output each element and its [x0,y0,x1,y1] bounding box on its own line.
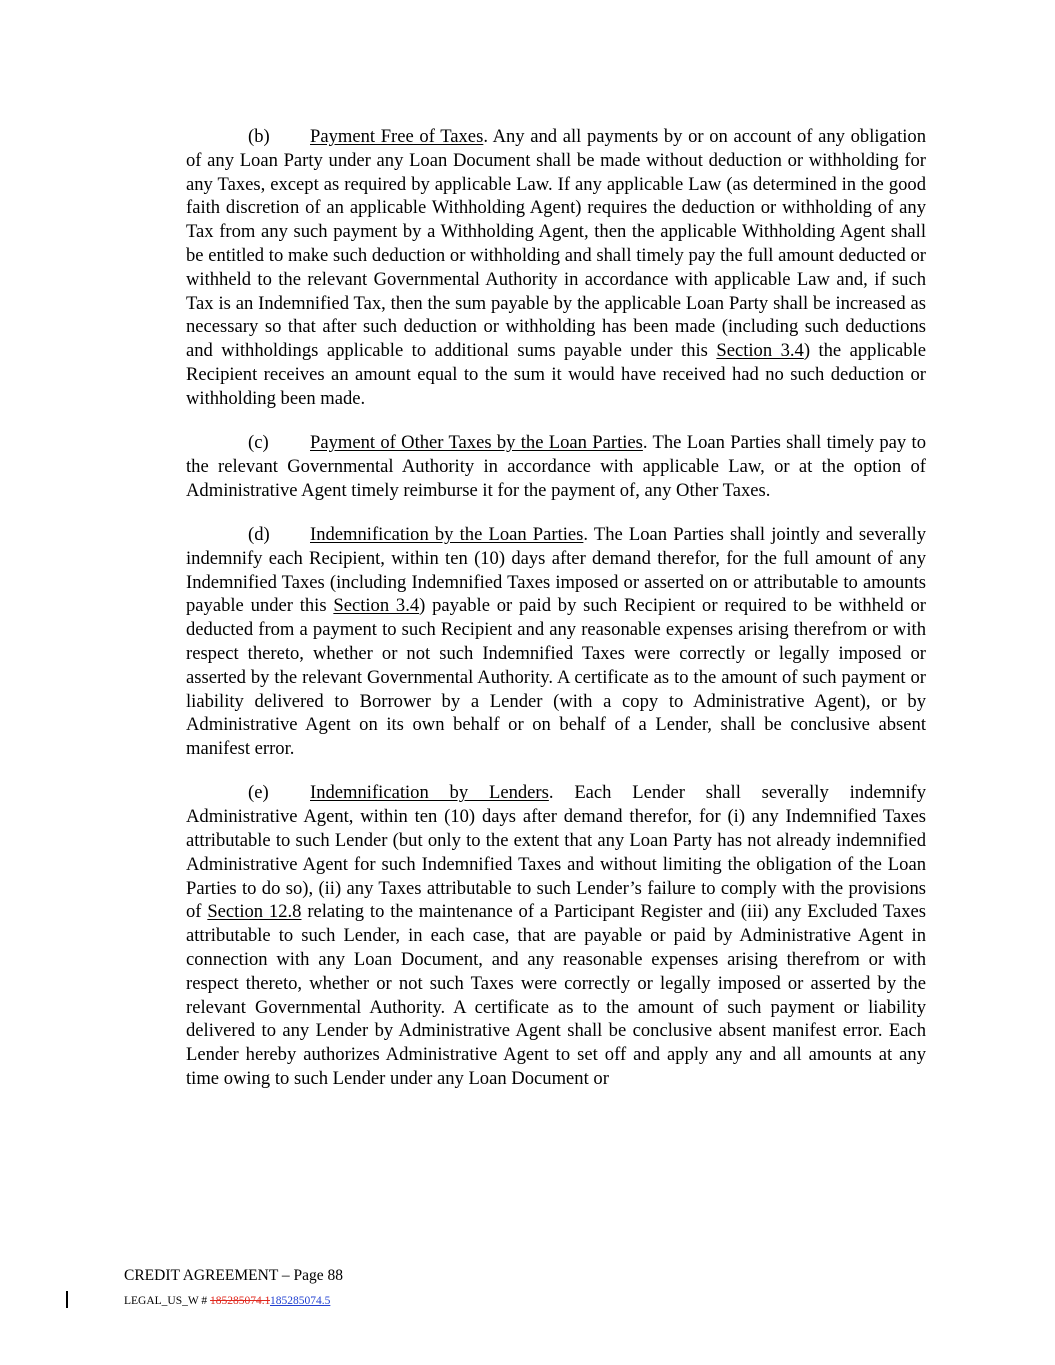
paragraph-text: . Any and all payments by or on account of any obligation of any Loan Party under any Loan Document shall be made without deduction or withholding for any Taxes, except as required by applicable Law. If any applicable Law (as determined in the good faith discretion of an applicable Withholding Agent) requires the deduction or withholding of any Tax from any such payment by a Withholding Agent, then the applicable Withholding Agent shall be entitled to make such deduction or withholding and shall timely pay the full amount deducted or withheld to the relevant Governmental Authority in accordance with applicable Law and, if such Tax is an Indemnified Tax, then the sum payable by the applicable Loan Party shall be increased as necessary so that after such deduction or withholding has been made (including such deductions and withholdings applicable to additional sums payable under this [186,126,926,362]
paragraph-text: . The Loan Parties shall jointly and severally indemnify each Recipient, within ten (10) days after demand therefor, for the full amount of any Indemnified Taxes (including Indemnified Taxes imposed or asserted on or attributable to amounts payable under this [186,523,926,617]
footer-doc-prefix: LEGAL_US_W # [124,1295,211,1307]
section-reference: Section 3.4 [716,340,804,362]
paragraph-text: . The Loan Parties shall timely pay to the relevant Governmental Authority in accordance with applicable Law, or at the option of Administrative Agent timely reimburse it for the payment of, any Other Taxes. [186,432,926,501]
section-reference: Section 3.4 [333,595,420,617]
paragraph-heading: Payment of Other Taxes by the Loan Parties [310,432,643,454]
paragraph-e [186,781,926,1090]
paragraph-heading: Payment Free of Taxes [310,126,484,147]
footer-doc-inserted-number: 185285074.5 [269,1295,331,1307]
footer-page-title: CREDIT AGREEMENT – Page 88 [124,1267,344,1284]
paragraph-text: relating to the maintenance of a Participant Register and (iii) any Excluded Taxes attributable to such Lender, in each case, that are payable or paid by Administrative Agent in connection with any Loan Document, and any reasonable expenses arising therefrom or with respect thereto, whether or not such Taxes were correctly or legally imposed or asserted by the relevant Governmental Authority. A certificate as to the amount of such payment or liability delivered to any Lender by Administrative Agent shall be conclusive absent manifest error. Each Lender hereby authorizes Administrative Agent to set off and apply any and all amounts at any time owing to such Lender under any Loan Document or [186,901,927,1089]
paragraph-heading: Indemnification by Lenders [310,782,549,804]
paragraph-text: ) payable or paid by such Recipient or required to be withheld or deducted from a payment to such Recipient and any reasonable expenses arising therefrom or with respect thereto, whether or not such Indemnified Taxes were correctly or legally imposed or asserted by the relevant Governmental Authority. A certificate as to the amount of such payment or liability delivered to Borrower by a Lender (with a copy to Administrative Agent), or by Administrative Agent on its own behalf or on behalf of a Lender, shall be conclusive absent manifest error. [186,595,926,760]
paragraph-text: ) the applicable Recipient receives an amount equal to the sum it would have received had no such deduction or withholding been made. [186,340,926,409]
footer-doc-deleted-number: 185285074.1 [210,1295,270,1307]
paragraph-b [186,125,926,411]
footer-document-id [124,1294,330,1308]
paragraph-label: (d) [248,523,270,545]
section-reference: Section 12.8 [207,901,302,923]
paragraph-d [186,523,926,761]
paragraph-heading: Indemnification by the Loan Parties [310,523,584,545]
revision-change-bar [66,1291,68,1308]
paragraph-label: (b) [248,126,270,147]
paragraph-label: (e) [248,782,269,804]
paragraph-text: . Each Lender shall severally indemnify Administrative Agent, within ten (10) days after demand therefor, for (i) any Indemnified Taxes attributable to such Lender (but only to the extent that any Loan Party has not already indemnified Administrative Agent for such Indemnified Taxes and without limiting the obligation of the Loan Parties to do so), (ii) any Taxes attributable to such Lender’s failure to comply with the provisions of [186,782,927,923]
paragraph-label: (c) [248,432,269,454]
document-body [186,125,926,1111]
paragraph-c [186,431,926,502]
